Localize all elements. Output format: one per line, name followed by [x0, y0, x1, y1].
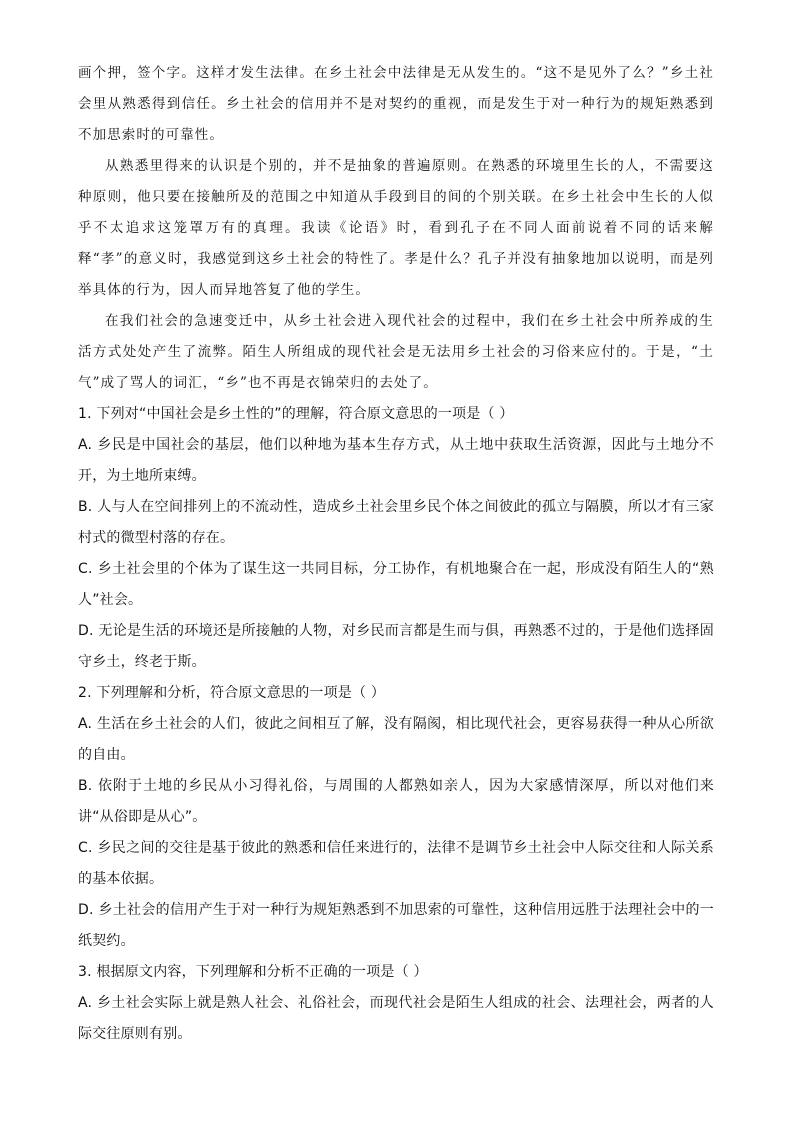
- exam-page: [78, 58, 714, 1050]
- passage-paragraph: 在我们社会的急速变迁中，从乡土社会进入现代社会的过程中，我们在乡土社会中所养成的生活方式处处产生了流弊。陌生人所组成的现代社会是无法用乡土社会的习俗来应付的。于是，“土气”成了骂人的词汇，“乡”也不再是衣锦荣归的去处了。: [78, 313, 714, 391]
- question-stem: 1. 下列对“中国社会是乡土性的”的理解，符合原文意思的一项是（ ）: [78, 406, 514, 422]
- passage-paragraph: 画个押，签个字。这样才发生法律。在乡土社会中法律是无从发生的。“这不是见外了么？”乡土社会里从熟悉得到信任。乡土社会的信用并不是对契约的重视，而是发生于对一种行为的规矩熟悉到不加思索时的可靠性。: [78, 65, 714, 143]
- passage-paragraph: 从熟悉里得来的认识是个别的，并不是抽象的普遍原则。在熟悉的环境里生长的人，不需要这种原则，他只要在接触所及的范围之中知道从手段到目的间的个别关联。在乡土社会中生长的人似乎不太追求这笼罩万有的真理。我读《论语》时，看到孔子在不同人面前说着不同的话来解释“孝”的意义时，我感觉到这乡土社会的特性了。孝是什么？孔子并没有抽象地加以说明，而是列举具体的行为，因人而异地答复了他的学生。: [78, 158, 714, 298]
- option-d: D. 乡土社会的信用产生于对一种行为规矩熟悉到不加思索的可靠性，这种信用远胜于法理社会中的一纸契约。: [78, 902, 714, 949]
- question-3: [78, 957, 714, 1050]
- option-d: D. 无论是生活的环境还是所接触的人物，对乡民而言都是生而与俱，再熟悉不过的，于是他们选择固守乡土，终老于斯。: [78, 623, 714, 670]
- option-a: A. 乡土社会实际上就是熟人社会、礼俗社会，而现代社会是陌生人组成的社会、法理社会，两者的人际交往原则有别。: [78, 995, 714, 1042]
- option-a: A. 乡民是中国社会的基层，他们以种地为基本生存方式，从土地中获取生活资源，因此与土地分不开，为土地所束缚。: [78, 437, 714, 484]
- question-list: [78, 399, 714, 1050]
- option-c: C. 乡民之间的交往是基于彼此的熟悉和信任来进行的，法律不是调节乡土社会中人际交往和人际关系的基本依据。: [78, 840, 714, 887]
- question-2: [78, 678, 714, 957]
- option-b: B. 依附于土地的乡民从小习得礼俗，与周围的人都熟如亲人，因为大家感情深厚，所以对他们来讲“从俗即是从心”。: [78, 778, 714, 825]
- question-stem: 3. 根据原文内容，下列理解和分析不正确的一项是（ ）: [78, 964, 428, 980]
- option-c: C. 乡土社会里的个体为了谋生这一共同目标，分工协作，有机地聚合在一起，形成没有陌生人的“熟人”社会。: [78, 561, 714, 608]
- option-a: A. 生活在乡土社会的人们，彼此之间相互了解，没有隔阂，相比现代社会，更容易获得一种从心所欲的自由。: [78, 716, 714, 763]
- option-b: B. 人与人在空间排列上的不流动性，造成乡土社会里乡民个体之间彼此的孤立与隔膜，所以才有三家村式的微型村落的存在。: [78, 499, 714, 546]
- reading-passage: [78, 58, 714, 399]
- question-1: [78, 399, 714, 678]
- question-stem: 2. 下列理解和分析，符合原文意思的一项是（ ）: [78, 685, 386, 701]
